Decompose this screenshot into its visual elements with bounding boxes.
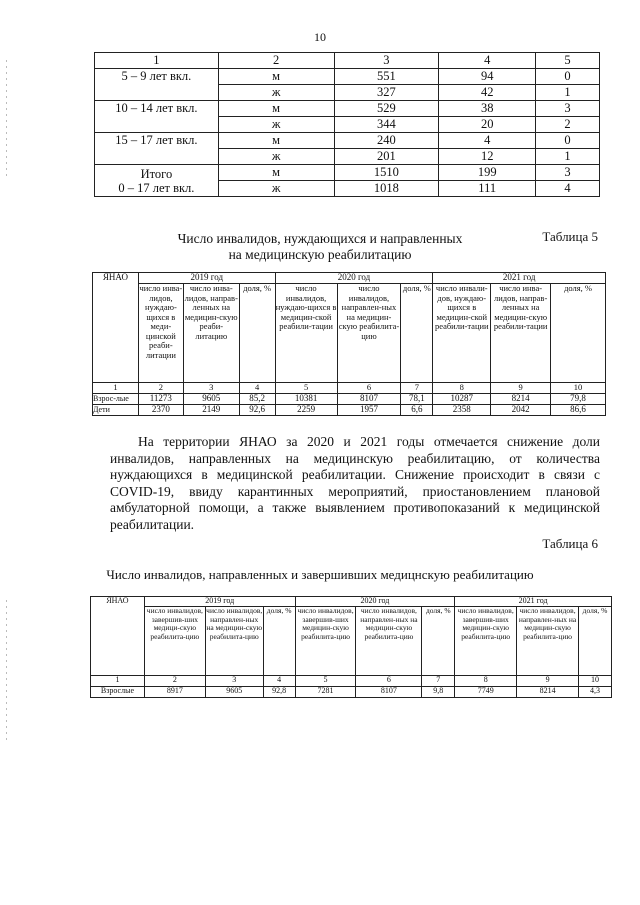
table-continued	[94, 52, 600, 197]
header-cell: 1	[95, 53, 219, 69]
total-group-cell	[95, 165, 219, 197]
table-header-row	[95, 53, 600, 69]
value-cell: 8917	[144, 687, 205, 698]
value-cell: 42	[439, 85, 536, 101]
row-label: Взрослые	[91, 687, 145, 698]
value-cell: 2259	[275, 405, 337, 416]
value-cell: 7281	[295, 687, 356, 698]
value-cell: 2042	[491, 405, 551, 416]
header-cell: 3	[334, 53, 439, 69]
column-number-row	[91, 676, 612, 687]
value-cell: 529	[334, 101, 439, 117]
column-number: 5	[295, 676, 356, 687]
row-label: Дети	[93, 405, 139, 416]
value-cell: 38	[439, 101, 536, 117]
value-cell: 3	[536, 101, 600, 117]
column-header: доля, %	[263, 607, 295, 676]
column-header: число инва-лидов, направ-ленных на медицин-скую реаби-литацию	[183, 284, 239, 383]
value-cell: 86,6	[551, 405, 606, 416]
column-header: число инвалидов, завершив-ших медици-скую реабилита-цию	[144, 607, 205, 676]
value-cell: 6,6	[401, 405, 433, 416]
column-number: 2	[144, 676, 205, 687]
value-cell: 201	[334, 149, 439, 165]
table6-caption: Таблица 6	[542, 536, 598, 551]
column-number: 9	[517, 676, 579, 687]
value-cell: 2358	[433, 405, 491, 416]
value-cell: 2149	[183, 405, 239, 416]
value-cell: 92,6	[239, 405, 275, 416]
column-number: 10	[551, 383, 606, 394]
column-header: число инвалидов, завершив-ших медицин-скую реабилита-цию	[455, 607, 517, 676]
value-cell: 344	[334, 117, 439, 133]
sex-cell: м	[218, 165, 334, 181]
column-number: 7	[401, 383, 433, 394]
table-row	[91, 687, 612, 698]
value-cell: 4	[536, 181, 600, 197]
table5-title-line2: на медицинскую реабилитацию	[228, 247, 412, 262]
value-cell: 2370	[138, 405, 183, 416]
table5	[92, 272, 606, 416]
value-cell: 551	[334, 69, 439, 85]
sex-cell: ж	[218, 85, 334, 101]
value-cell: 0	[536, 69, 600, 85]
value-cell: 1957	[337, 405, 401, 416]
value-cell: 9605	[183, 394, 239, 405]
value-cell: 79,8	[551, 394, 606, 405]
value-cell: 1510	[334, 165, 439, 181]
sex-cell: ж	[218, 117, 334, 133]
column-number: 8	[433, 383, 491, 394]
year-cell: 2020 год	[275, 273, 433, 284]
column-number: 1	[91, 676, 145, 687]
value-cell: 20	[439, 117, 536, 133]
table6	[90, 596, 612, 698]
age-group-cell: 15 – 17 лет вкл.	[95, 133, 219, 165]
year-cell: 2019 год	[144, 597, 295, 607]
sex-cell: м	[218, 101, 334, 117]
value-cell: 9,8	[422, 687, 455, 698]
year-cell: 2021 год	[433, 273, 606, 284]
column-header-row	[93, 284, 606, 383]
table-row	[95, 101, 600, 117]
column-header: число инвалидов, нуждаю-щихся в медицин-ской реабили-тации	[275, 284, 337, 383]
value-cell: 1	[536, 149, 600, 165]
column-header: число инвали-дов, нуждаю-щихся в медицин-ской реабили-тации	[433, 284, 491, 383]
column-number: 9	[491, 383, 551, 394]
value-cell: 4,3	[579, 687, 612, 698]
year-cell: 2020 год	[295, 597, 455, 607]
header-cell: 4	[439, 53, 536, 69]
value-cell: 1	[536, 85, 600, 101]
column-number: 6	[356, 676, 422, 687]
sex-cell: м	[218, 69, 334, 85]
column-number: 1	[93, 383, 139, 394]
value-cell: 327	[334, 85, 439, 101]
value-cell: 3	[536, 165, 600, 181]
total-label: Итого	[140, 166, 173, 181]
value-cell: 8214	[517, 687, 579, 698]
page-number: 10	[314, 30, 326, 44]
column-number: 10	[579, 676, 612, 687]
year-cell: 2019 год	[138, 273, 275, 284]
column-header: число инвалидов, направлен-ных на медицин-скую реабилита-цию	[205, 607, 263, 676]
table-row	[95, 133, 600, 149]
table6-title: Число инвалидов, направленных и завершивших медицнскую реабилитацию	[106, 567, 534, 582]
column-number: 4	[263, 676, 295, 687]
year-header-row	[91, 597, 612, 607]
value-cell: 0	[536, 133, 600, 149]
column-header: число инва-лидов, нуждаю-щихся в меди-цинской реаби-литации	[138, 284, 183, 383]
column-header: доля, %	[579, 607, 612, 676]
age-group-cell: 5 – 9 лет вкл.	[95, 69, 219, 101]
table5-title-line1: Число инвалидов, нуждающихся и направленных	[177, 231, 463, 246]
value-cell: 8107	[356, 687, 422, 698]
body-paragraph: На территории ЯНАО за 2020 и 2021 годы отмечается снижение доли инвалидов, направленных на медицинскую реабилитацию, от количества нуждающихся в медицинской реабилитации. Снижение происходит в связи с COVID-19, ввиду карантинных мероприятий, приостановлением плановой амбулаторной помощи, а также выявлением противопоказаний к медицинской реабилитации.	[110, 434, 600, 532]
value-cell: 8214	[491, 394, 551, 405]
column-header: число инва-лидов, направ-ленных на медицин-скую реабили-тации	[491, 284, 551, 383]
value-cell: 7749	[455, 687, 517, 698]
column-header: доля, %	[401, 284, 433, 383]
total-range-label: 0 – 17 лет вкл.	[118, 180, 195, 195]
age-group-cell: 10 – 14 лет вкл.	[95, 101, 219, 133]
value-cell: 8107	[337, 394, 401, 405]
value-cell: 4	[439, 133, 536, 149]
margin-mark	[6, 60, 7, 180]
region-cell: ЯНАО	[91, 597, 145, 676]
column-number-row	[93, 383, 606, 394]
column-header: число инвалидов, направлен-ных на медицин-скую реабилита-цию	[337, 284, 401, 383]
value-cell: 10287	[433, 394, 491, 405]
table-row	[95, 69, 600, 85]
column-header-row	[91, 607, 612, 676]
sex-cell: ж	[218, 181, 334, 197]
column-number: 5	[275, 383, 337, 394]
value-cell: 1018	[334, 181, 439, 197]
value-cell: 85,2	[239, 394, 275, 405]
value-cell: 2	[536, 117, 600, 133]
region-cell: ЯНАО	[93, 273, 139, 383]
value-cell: 92,8	[263, 687, 295, 698]
value-cell: 11273	[138, 394, 183, 405]
year-cell: 2021 год	[455, 597, 612, 607]
column-number: 6	[337, 383, 401, 394]
value-cell: 111	[439, 181, 536, 197]
value-cell: 94	[439, 69, 536, 85]
value-cell: 199	[439, 165, 536, 181]
column-number: 8	[455, 676, 517, 687]
header-cell: 5	[536, 53, 600, 69]
row-label: Взрос-лые	[93, 394, 139, 405]
column-header: доля, %	[551, 284, 606, 383]
column-number: 3	[183, 383, 239, 394]
value-cell: 240	[334, 133, 439, 149]
column-header: число инвалидов, завершив-ших медицин-скую реабилита-цию	[295, 607, 356, 676]
value-cell: 10381	[275, 394, 337, 405]
column-number: 4	[239, 383, 275, 394]
column-header: число инвалидов, направлен-ных на медицин-скую реабилита-цию	[356, 607, 422, 676]
sex-cell: ж	[218, 149, 334, 165]
column-number: 7	[422, 676, 455, 687]
column-number: 2	[138, 383, 183, 394]
table-row	[95, 165, 600, 181]
value-cell: 78,1	[401, 394, 433, 405]
sex-cell: м	[218, 133, 334, 149]
header-cell: 2	[218, 53, 334, 69]
margin-mark	[6, 600, 7, 740]
column-number: 3	[205, 676, 263, 687]
column-header: доля, %	[422, 607, 455, 676]
value-cell: 9605	[205, 687, 263, 698]
table-row	[93, 394, 606, 405]
column-header: доля, %	[239, 284, 275, 383]
year-header-row	[93, 273, 606, 284]
value-cell: 12	[439, 149, 536, 165]
column-header: число инвалидов, направлен-ных на медицин-скую реабилита-цию	[517, 607, 579, 676]
table5-caption: Таблица 5	[542, 229, 598, 244]
table-row	[93, 405, 606, 416]
